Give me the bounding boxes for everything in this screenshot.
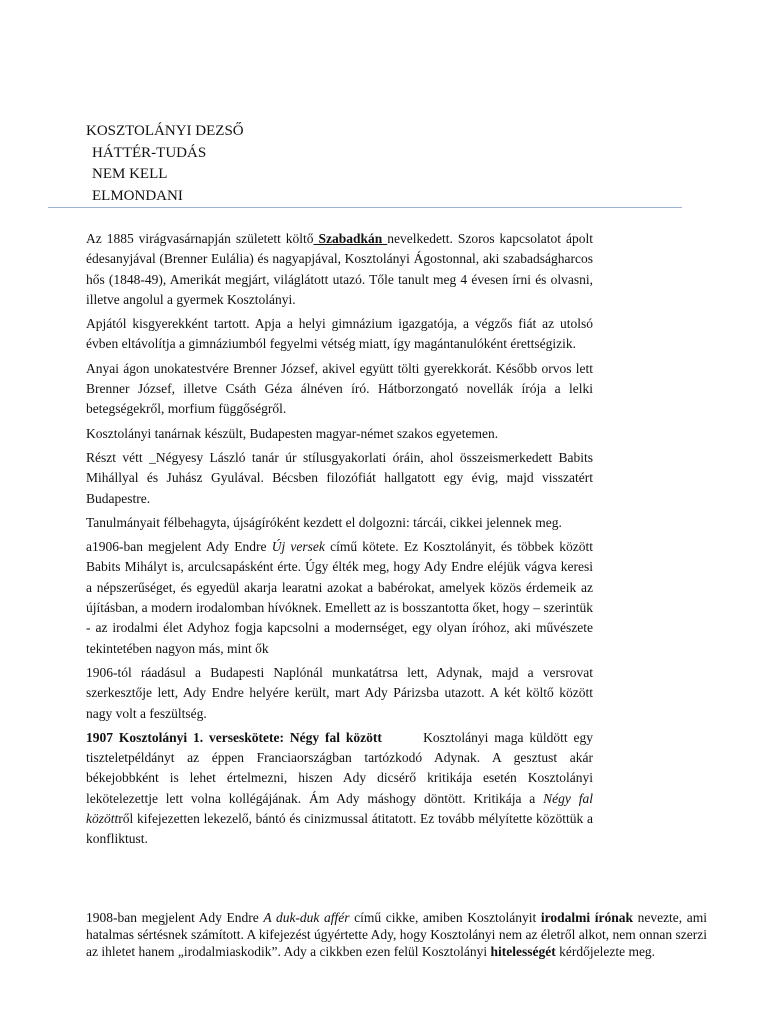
p10-text-c: című cikke, amiben Kosztolányit bbox=[349, 910, 541, 925]
paragraph-10 bbox=[86, 909, 707, 960]
p7-text-c: című kötete. Ez Kosztolányit, és többek között Babits Mihályt is, arculcsapásként érte. Úgy élték meg, hogy Ady Endre eléjük vágva keresi a népszerűséget, és egyedül akarja learatni azokat a babérokat, amelyek közös érdemeik az újításban, a modern irodalomban hívóknek. Emellett az is bosszantotta őket, hogy – szerintük - az irodalmi élet Adyhoz fogja kapcsolni a modernséget, egy olyan íróhoz, aki művészete tekintetében nagyon más, mint ők bbox=[86, 539, 593, 656]
header-author: KOSZTOLÁNYI DEZSŐ bbox=[86, 123, 244, 139]
paragraph-7 bbox=[86, 537, 593, 659]
document-body bbox=[86, 229, 597, 854]
header-line-2: HÁTTÉR-TUDÁS bbox=[92, 144, 207, 161]
p1-szabadkan: Szabadkán bbox=[313, 231, 388, 246]
header-divider bbox=[48, 207, 682, 208]
paragraph-1 bbox=[86, 229, 593, 310]
p10-bold-hitelesseg: hitelességét bbox=[490, 944, 556, 959]
p9-text-b: Kosztolányi maga küldött egy tiszteletpéldányt az éppen Franciaországban tartózkodó Adynak. A gesztust akár békejobbként is lehet értelmezni, hiszen Ady dicsérő kritikája esetén Kosztolányi lekötelezettje lett volna kollégájának. Ám Ady máshogy döntött. Kritikája a bbox=[86, 729, 597, 806]
p9-bold-heading: 1907 Kosztolányi 1. verseskötete: Négy fal között bbox=[86, 729, 382, 745]
p1-text-a: Az 1885 virágvasárnapján született költő bbox=[86, 231, 314, 246]
p10-text-a: 1908-ban megjelent Ady Endre bbox=[86, 910, 264, 925]
p7-text-a: a1906-ban megjelent Ady Endre bbox=[86, 539, 272, 555]
p10-text-g: kérdőjelezte meg. bbox=[555, 944, 656, 959]
paragraph-9 bbox=[86, 728, 597, 850]
p10-bold-irodalmi: irodalmi írónak bbox=[540, 910, 633, 925]
p7-title-uj-versek: Új versek bbox=[271, 539, 325, 555]
paragraph-2: Apjától kisgyerekként tartott. Apja a helyi gimnázium igazgatója, a végzős fiát az utolsó évben eltávolítja a gimnáziumból fegyelmi vétség miatt, így magántanulóként érettségizik. bbox=[86, 316, 593, 352]
p9-text-d: ről kifejezetten lekezelő, bántó és cinizmussal átitatott. Ez tovább mélyítette közöttük a konfliktust. bbox=[86, 811, 593, 847]
paragraph-4: Kosztolányi tanárnak készült, Budapesten magyar-német szakos egyetemen. bbox=[86, 425, 499, 441]
p10-text-e: nevezte, ami hatalmas sértésnek számított. A kifejezést úgyértette Ady, hogy Kosztolányi nem az életről alkot, nem onnan szerzi az ihletet hanem „irodalmiaskodik”. Ady a cikkben ezen felül Kosztolányi bbox=[86, 910, 708, 959]
paragraph-3: Anyai ágon unokatestvére Brenner József, akivel együtt tölti gyerekkorát. Később orvos lett Brenner József, illetve Csáth Géza álnéven író. Hátborzongató novellák írója a lelki betegségekről, morfium függőségről. bbox=[86, 360, 593, 417]
p10-title-duk-duk: A duk-duk affér bbox=[263, 910, 350, 925]
header-line-4: ELMONDANI bbox=[92, 187, 183, 204]
paragraph-5: Részt vétt _Négyesy László tanár úr stílusgyakorlati óráin, ahol összeismerkedett Babits Mihállyal és Juhász Gyulával. Bécsben filozófiát hallgatott egy évig, majd visszatért Budapestre. bbox=[86, 449, 593, 506]
document-header bbox=[86, 121, 244, 207]
paragraph-8: 1906-tól ráadásul a Budapesti Naplónál munkatátrsa lett, Adynak, majd a versrovat szerkesztője lett, Ady Endre helyére került, mart Ady Párizsba utazott. A két költő között nagy volt a feszültség. bbox=[86, 664, 593, 721]
header-line-3: NEM KELL bbox=[92, 166, 168, 182]
p9-title-negy-fal: Négy fal között bbox=[86, 790, 593, 827]
paragraph-6: Tanulmányait félbehagyta, újságíróként kezdett el dolgozni: tárcái, cikkei jelennek meg. bbox=[86, 514, 562, 530]
p1-text-c: nevelkedett. Szoros kapcsolatot ápolt édesanyjával (Brenner Eulália) és nagyapjával, Kosztolányi Ágostonnal, aki szabadságharcos hős (1848-49), Amerikát megjárt, világlátott utazó. Tőle tanult meg 4 évesen írni és olvasni, illetve angolul a gyermek Kosztolányi. bbox=[86, 231, 593, 307]
